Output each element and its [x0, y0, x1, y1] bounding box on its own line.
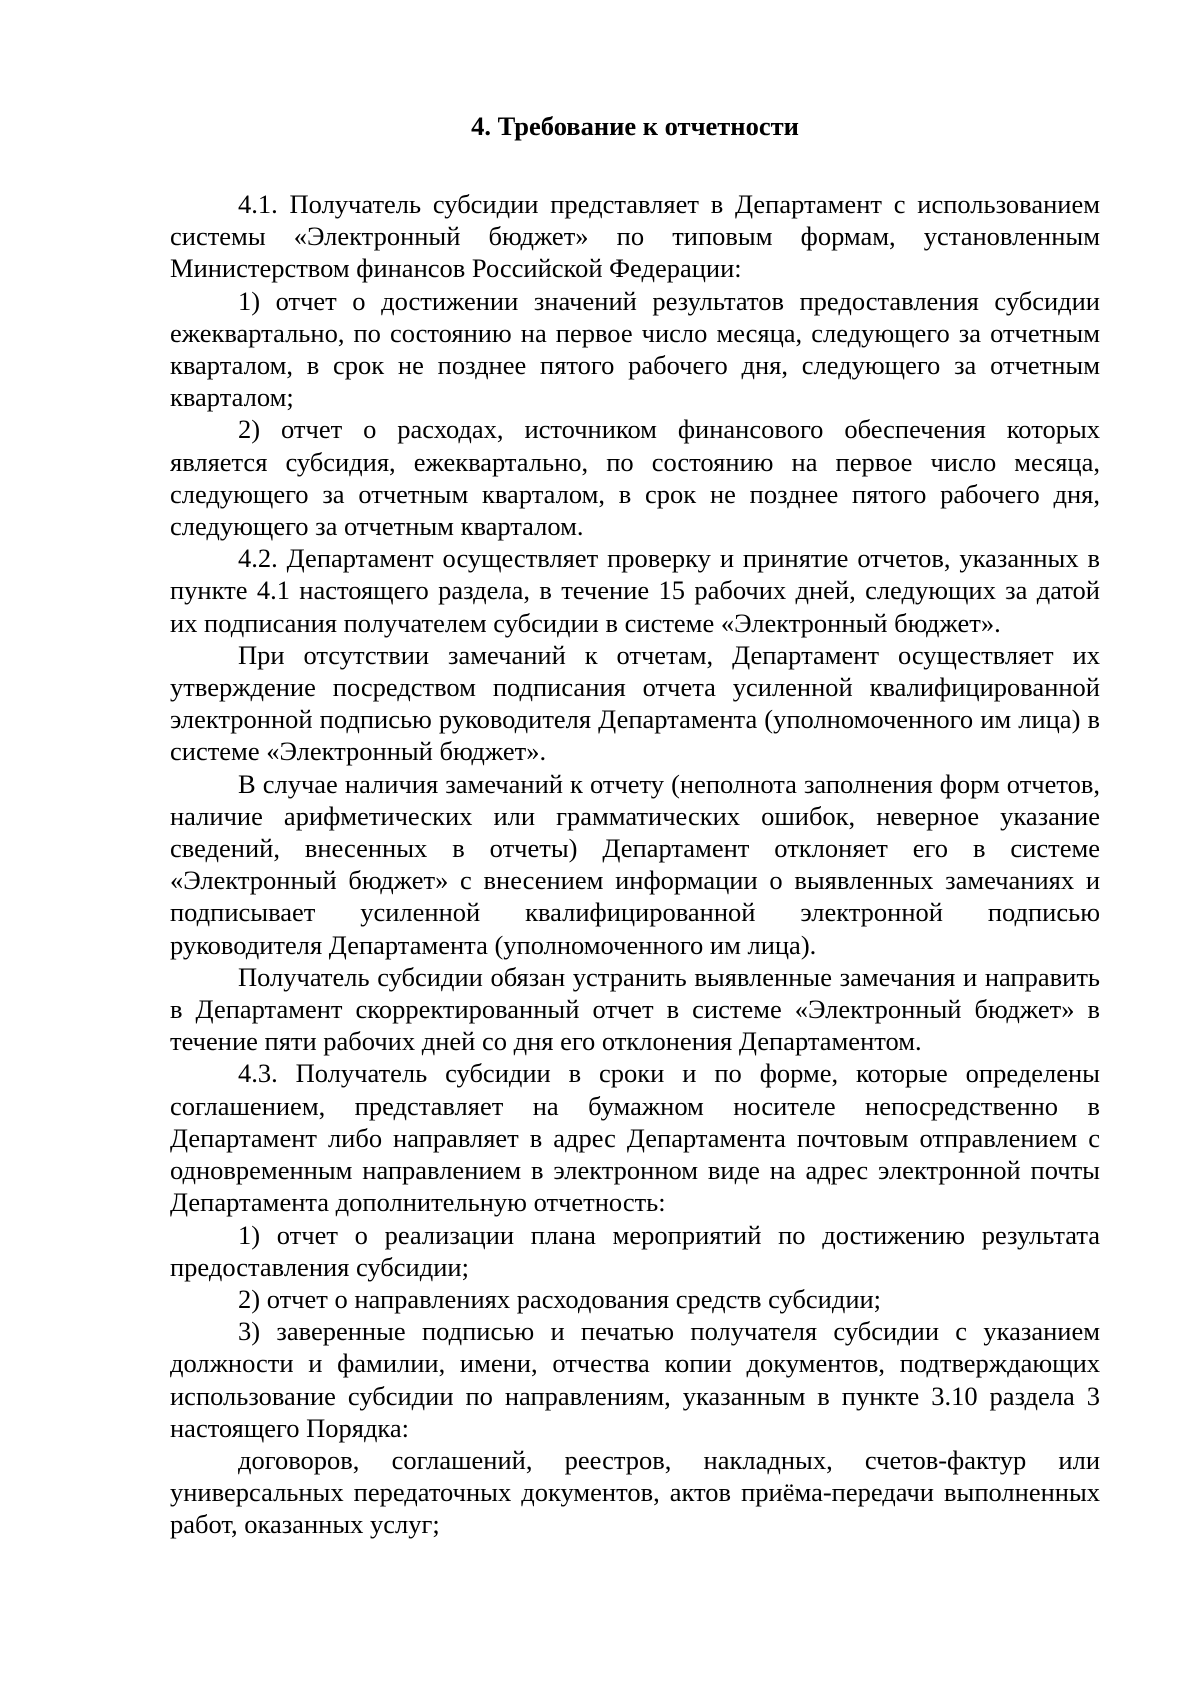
- paragraph-4-1: 4.1. Получатель субсидии представляет в Департамент с использованием системы «Электронный бюджет» по типовым формам, установленным Министерством финансов Российской Федерации:: [170, 189, 1100, 284]
- paragraph-4-1-item-1: 1) отчет о достижении значений результатов предоставления субсидии ежеквартально, по состоянию на первое число месяца, следующего за отчетным кварталом, в срок не позднее пятого рабочего дня, следующего за отчетным кварталом;: [170, 285, 1100, 413]
- paragraph-4-2: 4.2. Департамент осуществляет проверку и принятие отчетов, указанных в пункте 4.1 настоящего раздела, в течение 15 рабочих дней, следующих за датой их подписания получателем субсидии в системе «Электронный бюджет».: [170, 543, 1100, 638]
- paragraph-4-2-remarks: В случае наличия замечаний к отчету (неполнота заполнения форм отчетов, наличие арифметических или грамматических ошибок, неверное указание сведений, внесенных в отчеты) Департамент отклоняет его в системе «Электронный бюджет» с внесением информации о выявленных замечаниях и подписывает усиленной квалифицированной электронной подписью руководителя Департамента (уполномоченного им лица).: [170, 768, 1100, 960]
- paragraph-4-3-item-3: 3) заверенные подписью и печатью получателя субсидии с указанием должности и фамилии, имени, отчества копии документов, подтверждающих использование субсидии по направлениям, указанным в пункте 3.10 раздела 3 настоящего Порядка:: [170, 1316, 1100, 1443]
- section-title: 4. Требование к отчетности: [471, 111, 799, 141]
- paragraph-4-3-documents: договоров, соглашений, реестров, накладных, счетов-фактур или универсальных передаточных документов, актов приёма-передачи выполненных работ, оказанных услуг;: [170, 1444, 1100, 1540]
- paragraph-4-3-item-2: 2) отчет о направлениях расходования средств субсидии;: [238, 1283, 882, 1314]
- paragraph-4-3-item-1: 1) отчет о реализации плана мероприятий по достижению результата предоставления субсидии;: [170, 1219, 1100, 1282]
- paragraph-4-2-approval: При отсутствии замечаний к отчетам, Департамент осуществляет их утверждение посредством подписания отчета усиленной квалифицированной электронной подписью руководителя Департамента (уполномоченного им лица) в системе «Электронный бюджет».: [170, 639, 1100, 767]
- document-page: [170, 104, 1100, 1541]
- paragraph-4-3: 4.3. Получатель субсидии в сроки и по форме, которые определены соглашением, представляет на бумажном носителе непосредственно в Департамент либо направляет в адрес Департамента почтовым отправлением с одновременным направлением в электронном виде на адрес электронной почты Департамента дополнительную отчетность:: [170, 1058, 1100, 1218]
- paragraph-4-1-item-2: 2) отчет о расходах, источником финансового обеспечения которых является субсидия, ежеквартально, по состоянию на первое число месяца, следующего за отчетным кварталом, в срок не позднее пятого рабочего дня, следующего за отчетным кварталом.: [170, 414, 1100, 542]
- paragraph-4-2-correction: Получатель субсидии обязан устранить выявленные замечания и направить в Департамент скорректированный отчет в системе «Электронный бюджет» в течение пяти рабочих дней со дня его отклонения Департаментом.: [170, 961, 1100, 1057]
